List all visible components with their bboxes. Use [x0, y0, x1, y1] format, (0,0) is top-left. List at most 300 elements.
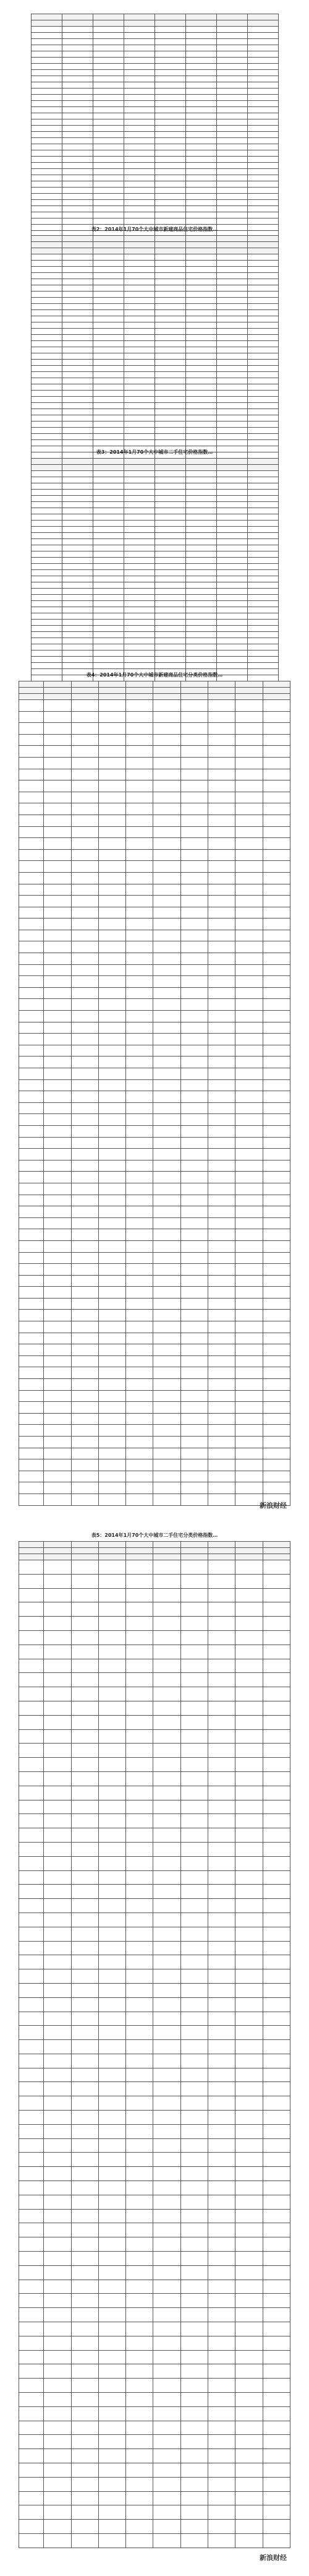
value-cell: [153, 1172, 180, 1183]
table-row: [19, 1011, 290, 1022]
value-cell: [153, 1715, 180, 1729]
value-cell: [186, 261, 217, 267]
city-cell: [32, 113, 62, 119]
value-cell: [248, 650, 279, 657]
value-cell: [62, 218, 93, 225]
value-cell: [180, 1172, 208, 1183]
value-cell: [98, 2308, 125, 2322]
value-cell: [126, 1125, 153, 1137]
value-cell: [98, 1493, 125, 1505]
header-cell: [217, 14, 248, 20]
value-cell: [98, 1842, 125, 1856]
value-cell: [153, 1344, 180, 1356]
value-cell: [180, 2308, 208, 2322]
value-cell: [263, 1758, 290, 1772]
table-row: [19, 1687, 290, 1701]
header-cell: [208, 681, 235, 688]
table-row: [19, 1927, 290, 1941]
value-cell: [71, 2138, 98, 2153]
value-cell: [248, 322, 279, 329]
table-row: [19, 2167, 290, 2181]
table-row: [32, 589, 279, 595]
value-cell: [153, 2111, 180, 2125]
value-cell: [71, 2111, 98, 2125]
value-cell: [126, 1195, 153, 1206]
value-cell: [126, 1425, 153, 1437]
table-row: [19, 2237, 290, 2252]
table-row: [32, 119, 279, 126]
city-cell: [32, 421, 62, 428]
value-cell: [153, 2336, 180, 2350]
value-cell: [62, 107, 93, 113]
value-cell: [208, 1588, 235, 1602]
value-cell: [71, 1588, 98, 1602]
value-cell: [71, 711, 98, 723]
value-cell: [98, 769, 125, 780]
city-cell: [32, 33, 62, 39]
city-cell: [19, 1091, 44, 1103]
value-cell: [235, 1955, 263, 1969]
city-cell: [32, 126, 62, 132]
value-cell: [44, 2252, 71, 2266]
value-cell: [208, 1560, 235, 1575]
value-cell: [263, 2435, 290, 2449]
table-row: [19, 1287, 290, 1299]
value-cell: [44, 1240, 71, 1252]
value-cell: [126, 1149, 153, 1160]
value-cell: [248, 157, 279, 163]
price-index-table-2: [31, 235, 279, 471]
value-cell: [124, 391, 155, 397]
value-cell: [248, 107, 279, 113]
city-cell: [19, 757, 44, 769]
value-cell: [44, 1217, 71, 1229]
value-cell: [71, 780, 98, 792]
value-cell: [126, 896, 153, 907]
price-index-table-4: [19, 681, 290, 1506]
value-cell: [98, 1079, 125, 1091]
city-cell: [155, 347, 186, 353]
value-cell: [44, 1744, 71, 1758]
table-row: [32, 273, 279, 279]
value-cell: [180, 2350, 208, 2364]
value-cell: [248, 113, 279, 119]
value-cell: [217, 434, 248, 440]
header-cell: [32, 236, 62, 242]
value-cell: [62, 440, 93, 446]
city-cell: [155, 194, 186, 200]
city-cell: [155, 582, 186, 589]
value-cell: [263, 1125, 290, 1137]
value-cell: [186, 181, 217, 188]
value-cell: [263, 815, 290, 826]
value-cell: [208, 1102, 235, 1114]
value-cell: [235, 1758, 263, 1772]
value-cell: [217, 163, 248, 169]
value-cell: [153, 1011, 180, 1022]
value-cell: [98, 918, 125, 930]
city-cell: [32, 194, 62, 200]
value-cell: [126, 1856, 153, 1870]
value-cell: [235, 2012, 263, 2026]
city-cell: [155, 558, 186, 564]
value-cell: [71, 1828, 98, 1843]
city-cell: [155, 169, 186, 175]
value-cell: [153, 2533, 180, 2548]
table-header: [19, 681, 290, 700]
value-cell: [62, 384, 93, 391]
city-cell: [19, 769, 44, 780]
table-row: [32, 607, 279, 613]
table-section-4: [0, 671, 309, 1525]
value-cell: [71, 1630, 98, 1645]
header-cell: [19, 694, 44, 700]
value-cell: [208, 1687, 235, 1701]
value-cell: [180, 2012, 208, 2026]
value-cell: [208, 1045, 235, 1057]
value-cell: [71, 2477, 98, 2491]
value-cell: [208, 1275, 235, 1287]
value-cell: [263, 941, 290, 953]
value-cell: [71, 1034, 98, 1045]
value-cell: [124, 545, 155, 551]
value-cell: [126, 884, 153, 896]
value-cell: [263, 1102, 290, 1114]
value-cell: [71, 2364, 98, 2379]
value-cell: [217, 490, 248, 496]
city-cell: [19, 1870, 44, 1885]
value-cell: [126, 1588, 153, 1602]
value-cell: [153, 896, 180, 907]
value-cell: [235, 2308, 263, 2322]
value-cell: [124, 440, 155, 446]
value-cell: [126, 2533, 153, 2548]
value-cell: [248, 384, 279, 391]
value-cell: [153, 987, 180, 999]
value-cell: [235, 2393, 263, 2407]
value-cell: [98, 1471, 125, 1482]
value-cell: [98, 1172, 125, 1183]
value-cell: [235, 2068, 263, 2082]
city-cell: [19, 1574, 44, 1588]
value-cell: [98, 2421, 125, 2435]
city-cell: [19, 1068, 44, 1080]
value-cell: [217, 298, 248, 304]
value-cell: [153, 780, 180, 792]
value-cell: [62, 335, 93, 341]
value-cell: [208, 746, 235, 758]
city-cell: [19, 1390, 44, 1402]
city-cell: [155, 218, 186, 225]
value-cell: [153, 2252, 180, 2266]
city-cell: [155, 372, 186, 378]
value-cell: [44, 1137, 71, 1149]
city-cell: [19, 1842, 44, 1856]
value-cell: [124, 613, 155, 620]
value-cell: [263, 780, 290, 792]
value-cell: [186, 372, 217, 378]
value-cell: [235, 1471, 263, 1482]
value-cell: [263, 2096, 290, 2111]
value-cell: [98, 2449, 125, 2463]
table-row: [19, 2111, 290, 2125]
value-cell: [180, 2393, 208, 2407]
value-cell: [71, 2054, 98, 2068]
value-cell: [124, 126, 155, 132]
value-cell: [235, 1870, 263, 1885]
value-cell: [153, 1160, 180, 1172]
value-cell: [44, 1045, 71, 1057]
value-cell: [263, 1321, 290, 1333]
table-row: [32, 298, 279, 304]
header-cell: [235, 688, 263, 694]
value-cell: [98, 1102, 125, 1114]
value-cell: [208, 1034, 235, 1045]
value-cell: [44, 734, 71, 746]
city-cell: [32, 138, 62, 144]
value-cell: [71, 1091, 98, 1103]
city-cell: [155, 285, 186, 292]
value-cell: [126, 734, 153, 746]
value-cell: [71, 1321, 98, 1333]
value-cell: [208, 1955, 235, 1969]
value-cell: [217, 428, 248, 434]
city-cell: [32, 607, 62, 613]
value-cell: [124, 403, 155, 409]
value-cell: [153, 2350, 180, 2364]
value-cell: [93, 218, 124, 225]
value-cell: [186, 607, 217, 613]
value-cell: [217, 51, 248, 58]
table-row: [19, 1645, 290, 1659]
table-row: [32, 206, 279, 212]
city-cell: [32, 483, 62, 490]
value-cell: [248, 397, 279, 403]
value-cell: [263, 1068, 290, 1080]
value-cell: [126, 757, 153, 769]
value-cell: [186, 82, 217, 89]
value-cell: [180, 1149, 208, 1160]
value-cell: [98, 1344, 125, 1356]
value-cell: [62, 434, 93, 440]
value-cell: [98, 1687, 125, 1701]
table-row: [19, 2181, 290, 2195]
value-cell: [180, 2124, 208, 2138]
value-cell: [208, 1786, 235, 1800]
city-cell: [19, 1287, 44, 1299]
value-cell: [98, 2012, 125, 2026]
value-cell: [71, 1786, 98, 1800]
city-cell: [19, 780, 44, 792]
value-cell: [124, 175, 155, 181]
city-cell: [155, 95, 186, 101]
value-cell: [93, 415, 124, 421]
city-cell: [32, 206, 62, 212]
value-cell: [62, 551, 93, 558]
value-cell: [208, 2294, 235, 2308]
value-cell: [44, 2364, 71, 2379]
value-cell: [235, 1125, 263, 1137]
value-cell: [62, 632, 93, 638]
value-cell: [248, 663, 279, 669]
value-cell: [44, 1298, 71, 1310]
value-cell: [235, 1856, 263, 1870]
value-cell: [93, 163, 124, 169]
value-cell: [62, 329, 93, 335]
value-cell: [186, 254, 217, 261]
value-cell: [126, 2406, 153, 2421]
city-cell: [19, 2308, 44, 2322]
table-row: [32, 644, 279, 650]
table-row: [19, 1983, 290, 1997]
value-cell: [71, 987, 98, 999]
value-cell: [44, 2406, 71, 2421]
value-cell: [186, 119, 217, 126]
value-cell: [235, 1673, 263, 1687]
value-cell: [98, 1800, 125, 1814]
value-cell: [126, 2040, 153, 2054]
value-cell: [248, 70, 279, 76]
value-cell: [98, 896, 125, 907]
value-cell: [44, 1885, 71, 1899]
value-cell: [208, 2111, 235, 2125]
header-cell: [98, 1548, 125, 1554]
value-cell: [71, 723, 98, 735]
header-cell: [126, 1542, 153, 1548]
city-cell: [155, 292, 186, 298]
table-row: [19, 1057, 290, 1068]
city-cell: [19, 1183, 44, 1195]
value-cell: [93, 82, 124, 89]
value-cell: [235, 1011, 263, 1022]
value-cell: [62, 27, 93, 33]
value-cell: [98, 2435, 125, 2449]
city-cell: [19, 2111, 44, 2125]
value-cell: [235, 1448, 263, 1459]
value-cell: [263, 930, 290, 941]
value-cell: [126, 1137, 153, 1149]
value-cell: [235, 2520, 263, 2534]
table-row: [19, 872, 290, 884]
table-row: [19, 1997, 290, 2012]
value-cell: [124, 477, 155, 483]
city-cell: [19, 2237, 44, 2252]
value-cell: [93, 273, 124, 279]
value-cell: [180, 1842, 208, 1856]
header-cell: [98, 681, 125, 688]
value-cell: [126, 2393, 153, 2407]
city-cell: [19, 1715, 44, 1729]
table-row: [32, 322, 279, 329]
value-cell: [71, 2406, 98, 2421]
value-cell: [98, 2223, 125, 2237]
city-cell: [19, 2068, 44, 2082]
value-cell: [248, 366, 279, 372]
table-row: [19, 1885, 290, 1899]
value-cell: [217, 521, 248, 527]
city-cell: [19, 2477, 44, 2491]
city-cell: [32, 218, 62, 225]
table-header: [32, 236, 279, 254]
value-cell: [98, 1390, 125, 1402]
value-cell: [98, 1885, 125, 1899]
city-cell: [32, 372, 62, 378]
table-row: [19, 1114, 290, 1126]
value-cell: [235, 999, 263, 1011]
value-cell: [98, 1240, 125, 1252]
value-cell: [208, 1814, 235, 1828]
city-cell: [32, 378, 62, 384]
value-cell: [186, 322, 217, 329]
value-cell: [93, 626, 124, 632]
value-cell: [71, 2280, 98, 2294]
city-cell: [19, 1448, 44, 1459]
value-cell: [217, 533, 248, 539]
value-cell: [248, 316, 279, 322]
value-cell: [263, 2181, 290, 2195]
header-cell: [93, 20, 124, 27]
value-cell: [208, 1913, 235, 1927]
value-cell: [71, 1022, 98, 1034]
value-cell: [98, 2068, 125, 2082]
value-cell: [126, 1287, 153, 1299]
value-cell: [208, 2068, 235, 2082]
value-cell: [263, 2167, 290, 2181]
value-cell: [263, 769, 290, 780]
value-cell: [44, 1856, 71, 1870]
value-cell: [208, 1645, 235, 1659]
value-cell: [180, 2195, 208, 2209]
city-cell: [19, 2054, 44, 2068]
value-cell: [153, 1602, 180, 1617]
header-row: [19, 1548, 290, 1554]
table-row: [32, 477, 279, 483]
value-cell: [263, 1379, 290, 1391]
value-cell: [208, 987, 235, 999]
city-cell: [155, 607, 186, 613]
value-cell: [126, 1800, 153, 1814]
value-cell: [93, 64, 124, 70]
value-cell: [235, 2096, 263, 2111]
value-cell: [71, 2237, 98, 2252]
city-cell: [19, 918, 44, 930]
value-cell: [235, 2533, 263, 2548]
value-cell: [71, 1379, 98, 1391]
value-cell: [71, 1758, 98, 1772]
value-cell: [126, 1068, 153, 1080]
value-cell: [98, 1149, 125, 1160]
value-cell: [248, 626, 279, 632]
header-cell: [71, 1542, 98, 1548]
value-cell: [180, 999, 208, 1011]
value-cell: [180, 1437, 208, 1448]
value-cell: [93, 113, 124, 119]
value-cell: [126, 2463, 153, 2478]
city-cell: [155, 397, 186, 403]
value-cell: [153, 2406, 180, 2421]
value-cell: [208, 2181, 235, 2195]
city-cell: [19, 1034, 44, 1045]
header-cell: [155, 248, 186, 254]
value-cell: [208, 1997, 235, 2012]
value-cell: [98, 1298, 125, 1310]
city-cell: [19, 1630, 44, 1645]
value-cell: [186, 434, 217, 440]
value-cell: [208, 1715, 235, 1729]
city-cell: [155, 107, 186, 113]
value-cell: [263, 884, 290, 896]
table-row: [19, 757, 290, 769]
